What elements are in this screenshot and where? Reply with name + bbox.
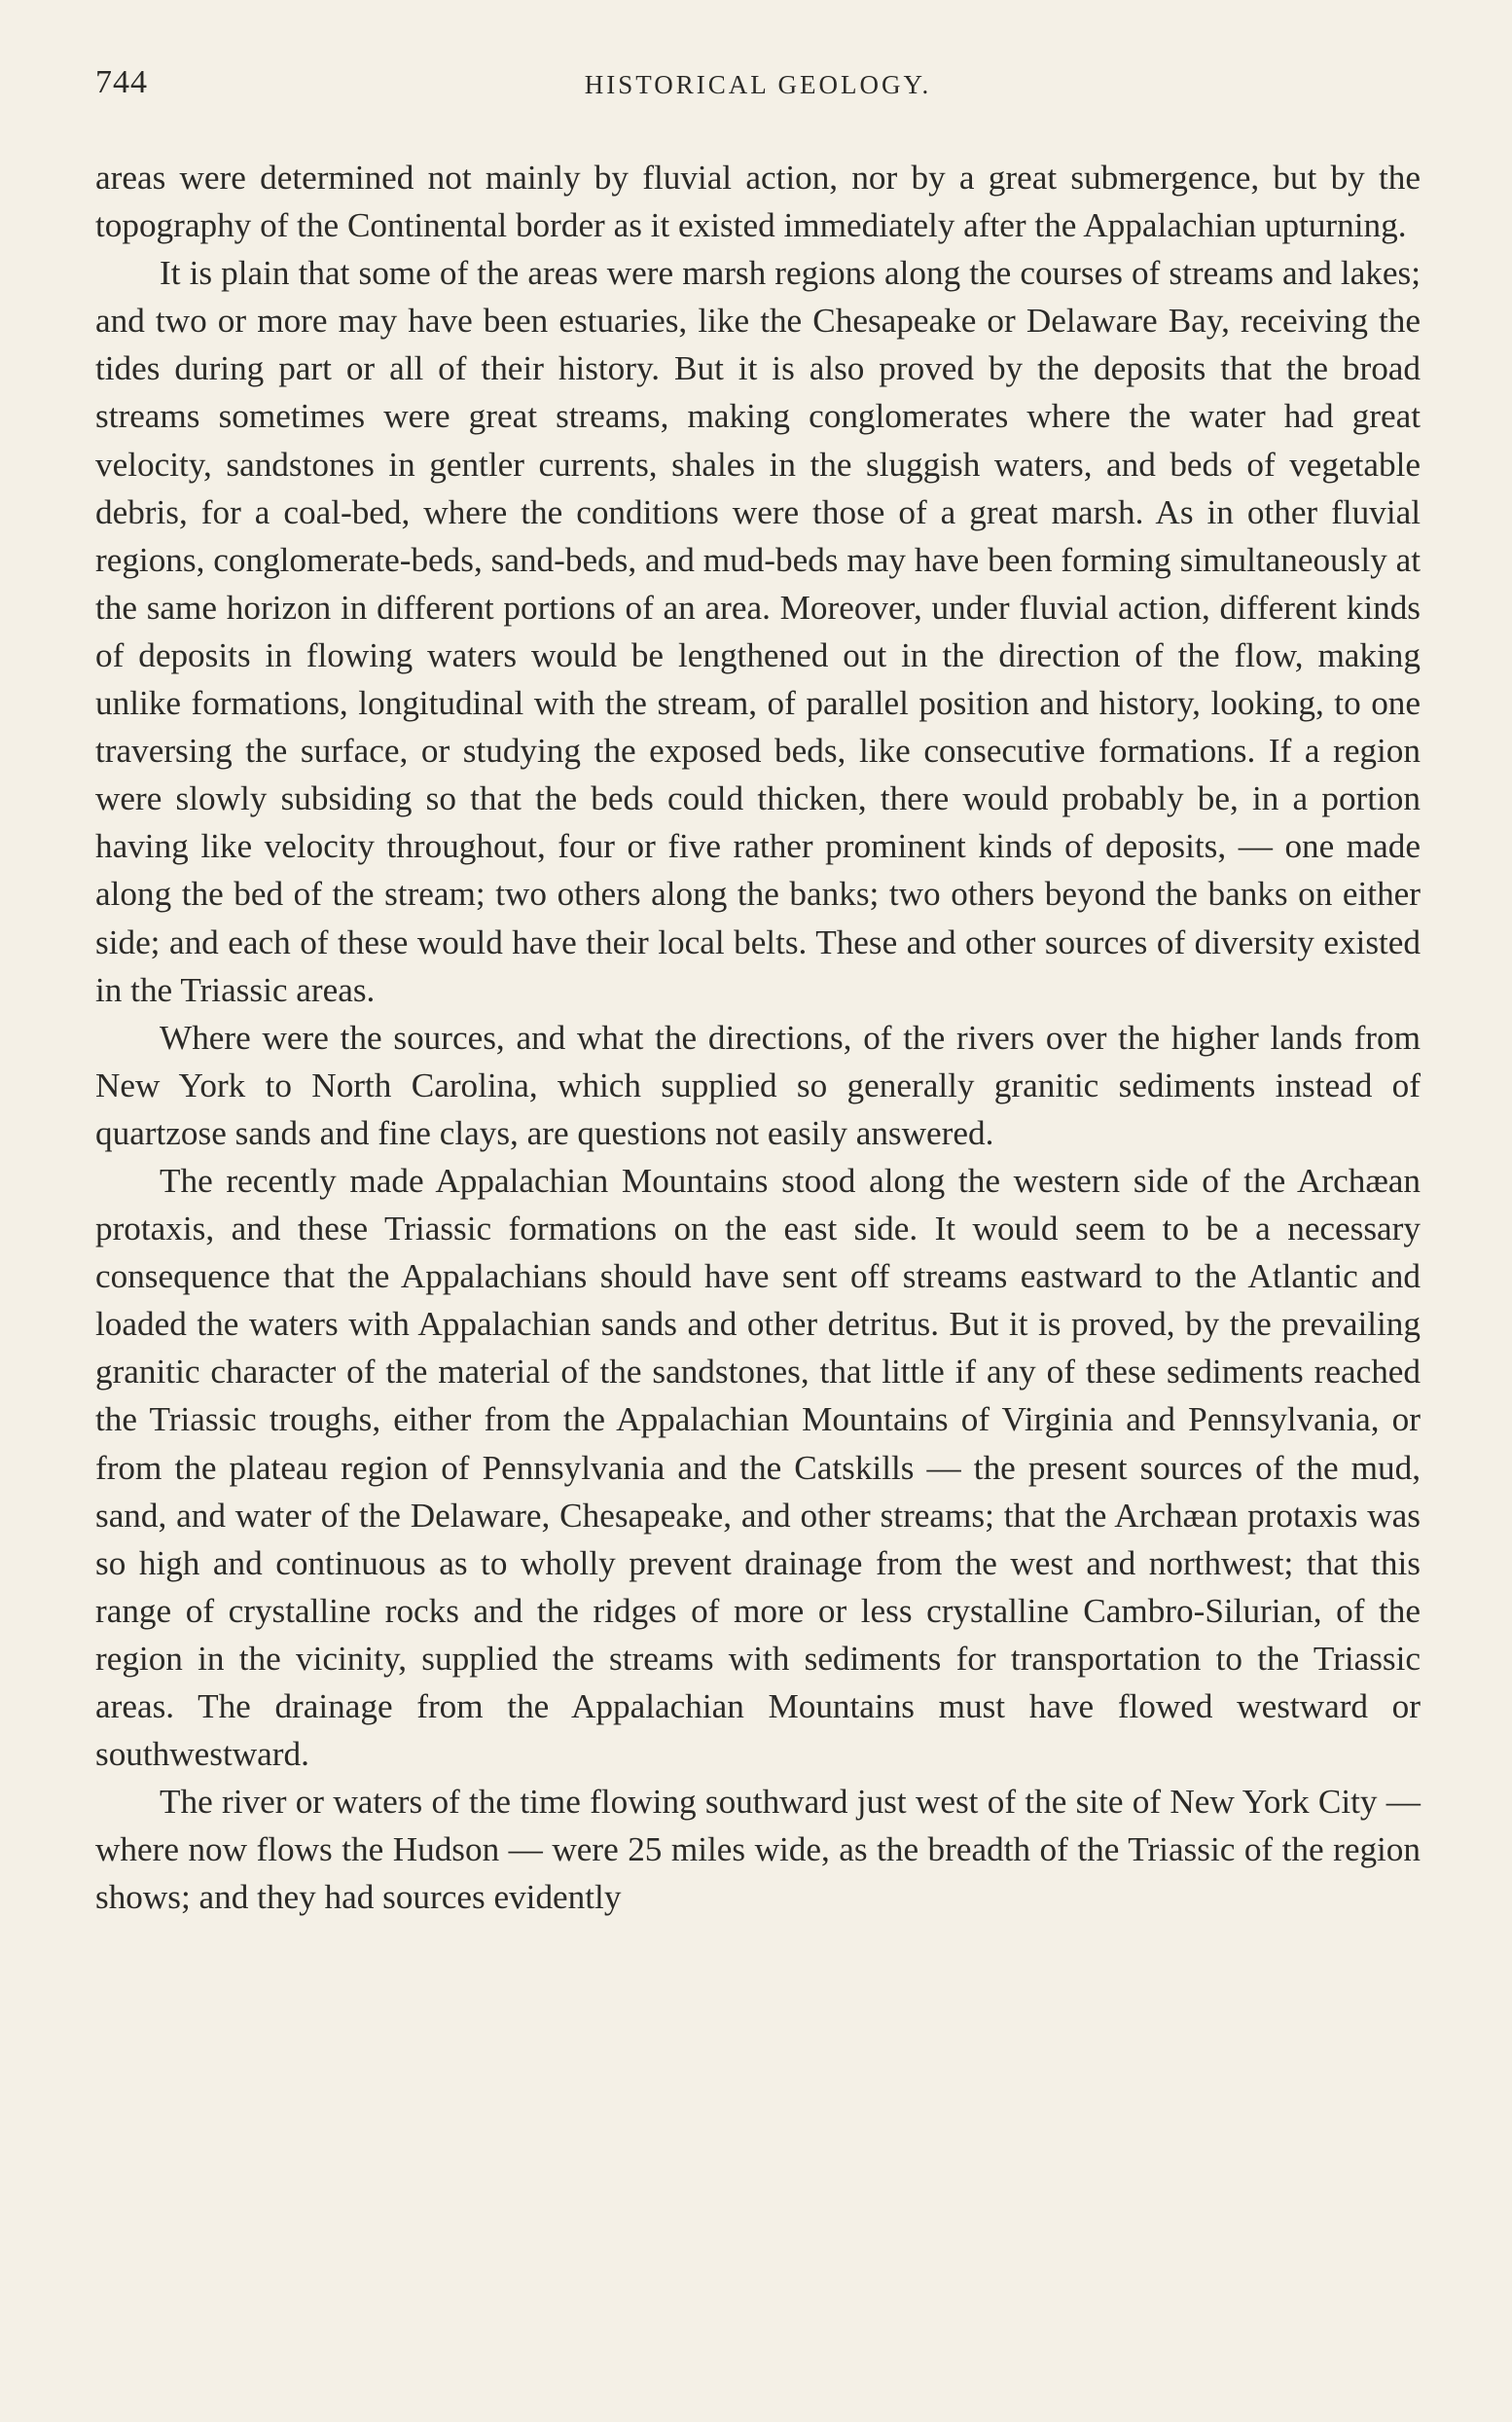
paragraph: The recently made Appalachian Mountains stood along the western side of the Archæan protaxis, and these Triassic formations on the east side. It would seem to be a necessary consequence that the Appalachians should have sent off streams eastward to the Atlantic and loaded the waters with Appalachian sands and other detritus. But it is proved, by the prevailing granitic character of the material of the sandstones, that little if any of these sediments reached the Triassic troughs, either from the Appalachian Mountains of Virginia and Pennsylvania, or from the plateau region of Pennsylvania and the Catskills — the present sources of the mud, sand, and water of the Delaware, Chesapeake, and other streams; that the Archæan protaxis was so high and continuous as to wholly prevent drainage from the west and northwest; that this range of crystalline rocks and the ridges of more or less crystalline Cambro-Silurian, of the region in the vicinity, supplied the streams with sediments for transportation to the Triassic areas. The drainage from the Appalachian Mountains must have flowed westward or southwestward.	[95, 1161, 1421, 1774]
paragraph: It is plain that some of the areas were marsh regions along the courses of streams and lakes; and two or more may have been estuaries, like the Chesapeake or Delaware Bay, receiving the tides during part or all of their history. But it is also proved by the deposits that the broad streams sometimes were great streams, making conglomerates where the water had great velocity, sandstones in gentler currents, shales in the sluggish waters, and beds of vegetable debris, for a coal-bed, where the conditions were those of a great marsh. As in other fluvial regions, conglomerate-beds, sand-beds, and mud-beds may have been forming simultaneously at the same horizon in different portions of an area. Moreover, under fluvial action, different kinds of deposits in flowing waters would be lengthened out in the direction of the flow, making unlike formations, longitudinal with the stream, of parallel position and history, looking, to one traversing the surface, or studying the exposed beds, like consecutive formations. If a region were slowly subsiding so that the beds could thicken, there would probably be, in a portion having like velocity throughout, four or five rather prominent kinds of deposits, — one made along the bed of the stream; two others along the banks; two others beyond the banks on either side; and each of these would have their local belts. These and other sources of diversity existed in the Triassic areas.	[95, 254, 1421, 1009]
paragraph: The river or waters of the time flowing southward just west of the site of New York City — where now flows the Hudson — were 25 miles wide, as the breadth of the Triassic of the region shows; and they had sources evidently	[95, 1783, 1421, 1917]
page-number: 744	[95, 64, 148, 100]
running-head: HISTORICAL GEOLOGY.	[584, 70, 932, 99]
paragraph: areas were determined not mainly by fluvial action, nor by a great submergence, but by the topography of the Continental border as it existed immediately after the Appalachian upturning.	[95, 159, 1421, 245]
book-page	[95, 60, 1421, 1921]
body-text	[95, 154, 1421, 1921]
page-header	[95, 60, 1421, 119]
paragraph: Where were the sources, and what the directions, of the rivers over the higher lands from New York to North Carolina, which supplied so generally granitic sediments instead of quartzose sands and fine clays, are questions not easily answered.	[95, 1018, 1421, 1152]
